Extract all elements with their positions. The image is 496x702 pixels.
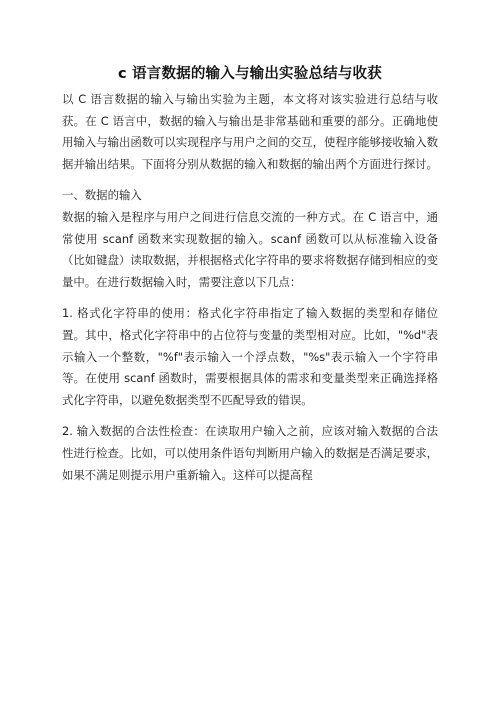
section-body-paragraph: 数据的输入是程序与用户之间进行信息交流的一种方式。在 C 语言中，通常使用 scanf 函数来实现数据的输入。scanf 函数可以从标准输入设备（比如键盘）读取数据，并根据格式化字符串的要求将数据存储到相应的变量中。在进行数据输入时，需要注意以下几点：	[62, 209, 438, 289]
intro-paragraph: 以 C 语言数据的输入与输出实验为主题，本文将对该实验进行总结与收获。在 C 语言中，数据的输入与输出是非常基础和重要的部分。正确地使用输入与输出函数可以实现程序与用户之间的交互，使程序能够接收输入数据并输出结果。下面将分别从数据的输入和数据的输出两个方面进行探讨。	[62, 92, 438, 171]
section-heading: 一、数据的输入	[62, 188, 142, 203]
point-2-paragraph: 2. 输入数据的合法性检查：在读取用户输入之前，应该对输入数据的合法性进行检查。比如，可以使用条件语句判断用户输入的数据是否满足要求，如果不满足则提示用户重新输入。这样可以提高程	[62, 424, 438, 482]
document-title: c 语言数据的输入与输出实验总结与收获	[118, 66, 382, 82]
point-1-paragraph: 1. 格式化字符串的使用：格式化字符串指定了输入数据的类型和存储位置。其中，格式化字符串中的占位符与变量的类型相对应。比如，"%d"表示输入一个整数，"%f"表示输入一个浮点数，"%s"表示输入一个字符串等。在使用 scanf 函数时，需要根据具体的需求和变量类型来正确选择格式化字符串，以避免数据类型不匹配导致的错误。	[62, 306, 438, 407]
